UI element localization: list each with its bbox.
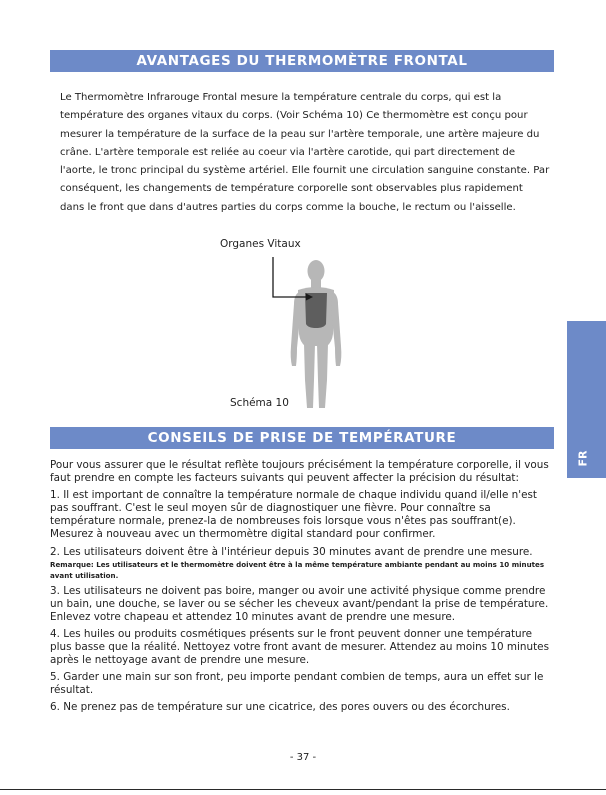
tip-item-3: 3. Les utilisateurs ne doivent pas boire, manger ou avoir une activité physique comme prendre un bain, une douche, se laver ou se sécher les cheveux avant/pendant la prise de température. Enlevez votre chapeau et attendez 10 minutes avant de prendre une mesure.: [50, 584, 549, 623]
tips-intro: Pour vous assurer que le résultat reflète toujours précisément la température corporelle, il vous faut prendre en compte les facteurs suivants qui peuvent affecter la précision du résultat:: [50, 459, 549, 485]
section-title-tips: CONSEILS DE PRISE DE TEMPÉRATURE: [50, 427, 554, 449]
tip-remark: Remarque: Les utilisateurs et le thermomètre doivent être à la même température ambiante pendant au moins 10 minutes avant utilisation.: [50, 559, 545, 580]
tip-item-4: 4. Les huiles ou produits cosmétiques présents sur le front peuvent donner une température plus basse que la réalité. Nettoyez votre front avant de mesurer. Attendez au moins 10 minutes après le nettoyage avant de prendre une mesure.: [50, 627, 549, 667]
tips-list: [50, 459, 556, 719]
page-number: - 37 -: [289, 752, 317, 763]
language-side-tab: [567, 321, 606, 478]
bottom-divider: [0, 789, 606, 790]
intro-paragraph: Le Thermomètre Infrarouge Frontal mesure la température centrale du corps, qui est la température des organes vitaux du corps. (Voir Schéma 10) Ce thermomètre est conçu pour mesurer la température de la surface de la peau sur l'artère temporale, une artère majeure du crâne. L'artère temporale est reliée au coeur via l'artère carotide, qui part directement de l'aorte, le tronc principal du système artériel. Elle fournit une circulation sanguine constante. Par conséquent, les changements de température corporelle sont observables plus rapidement dans le front que dans d'autres parties du corps comme la bouche, le rectum ou l'aisselle.: [60, 92, 550, 213]
tip-item-6: 6. Ne prenez pas de température sur une cicatrice, des pores ouvers ou des écorchures.: [50, 701, 510, 714]
body-diagram: [200, 238, 420, 414]
tip-item-1: 1. Il est important de connaître la température normale de chaque individu quand il/elle n'est pas souffrant. C'est le seul moyen sûr de diagnostiquer une fièvre. Pour connaître sa température normale, prenez-la de nombreuses fois lorsque vous n'êtes pas souffrant(e). Mesurez à nouveau avec un thermomètre digital standard pour confirmer.: [50, 489, 537, 541]
body-silhouette-illustration: [200, 238, 420, 414]
language-tab-label: FR: [576, 450, 590, 467]
tip-item-5: 5. Garder une main sur son front, peu importe pendant combien de temps, aura un effet sur le résultat.: [50, 671, 544, 697]
section-title-advantages: AVANTAGES DU THERMOMÈTRE FRONTAL: [50, 50, 554, 72]
diagram-caption: Schéma 10: [230, 397, 289, 409]
organs-label: Organes Vitaux: [220, 238, 301, 250]
tip-item-2: 2. Les utilisateurs doivent être à l'intérieur depuis 30 minutes avant de prendre une mesure.: [50, 545, 533, 558]
